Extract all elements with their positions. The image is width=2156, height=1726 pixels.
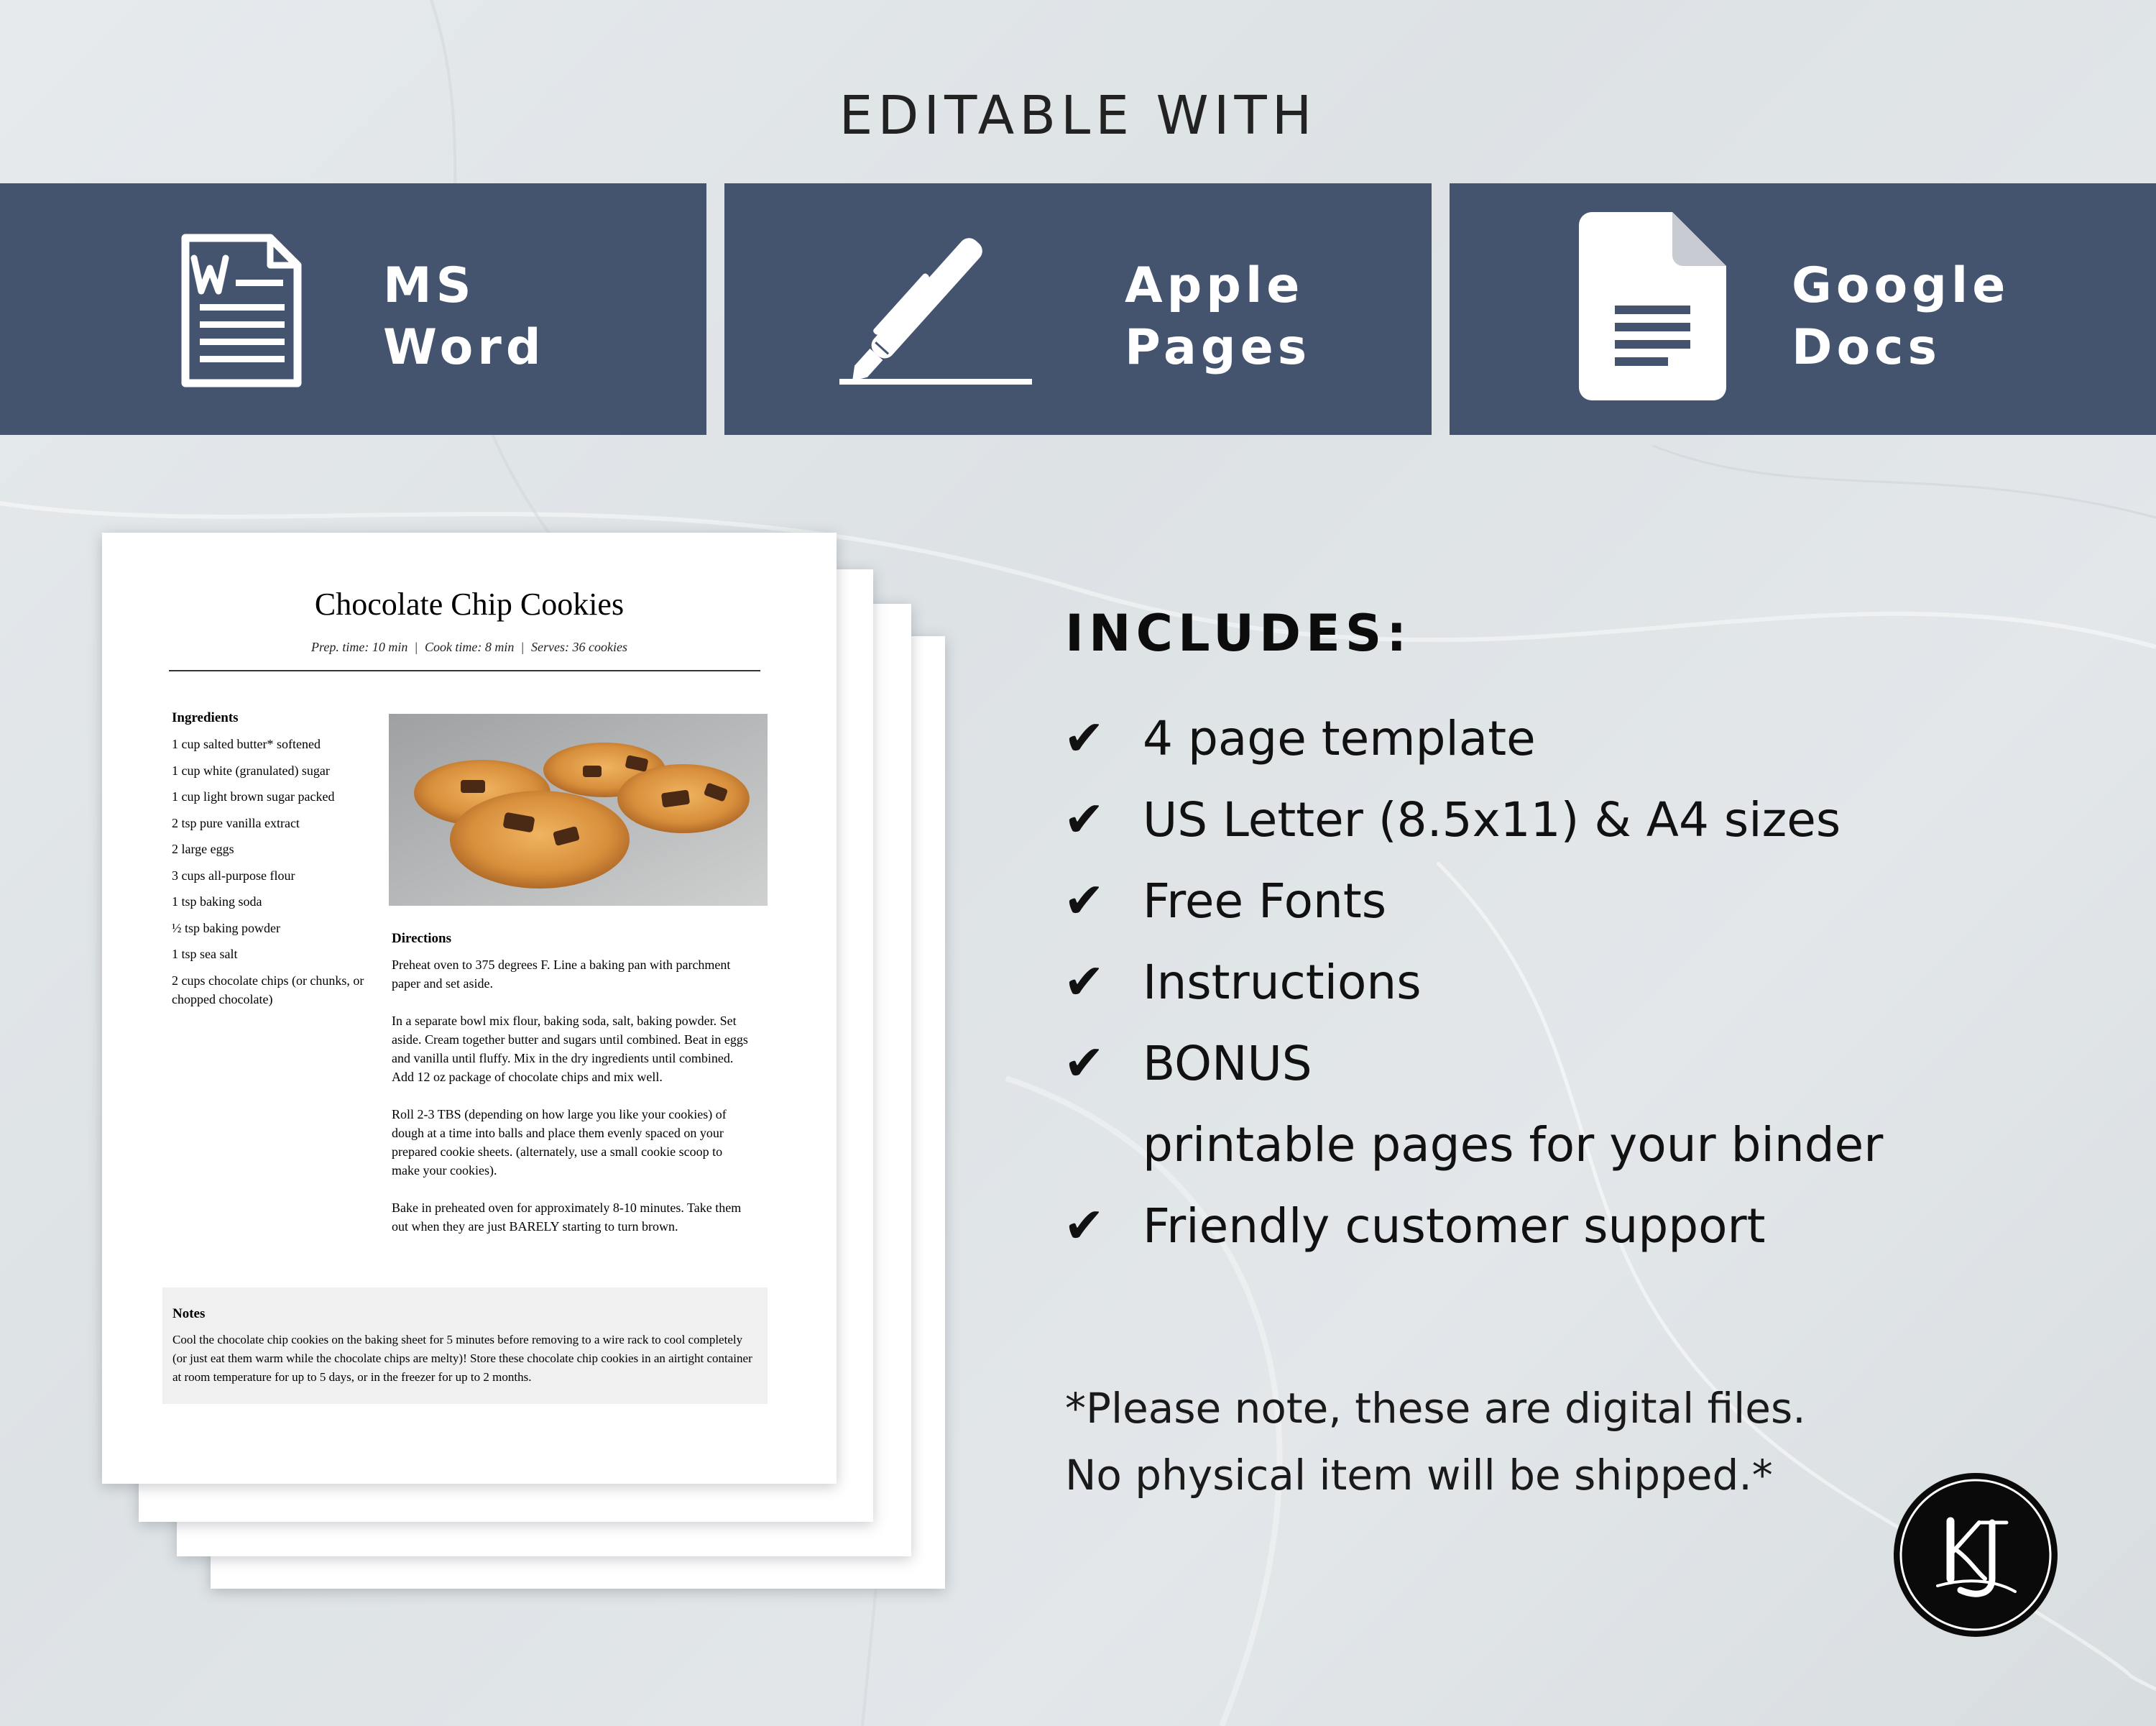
- digital-files-note: *Please note, these are digital files.: [1065, 1384, 1806, 1433]
- title-divider: [169, 670, 760, 671]
- notes-heading: Notes: [172, 1306, 206, 1321]
- directions-text: [392, 955, 751, 1254]
- list-item: 2 large eggs: [172, 842, 234, 856]
- list-item: 1 tsp baking soda: [172, 894, 262, 909]
- ingredients-list: [172, 735, 373, 1016]
- pen-icon: [838, 230, 1039, 395]
- prep-time: Prep. time: 10 min: [311, 640, 408, 654]
- serves: Serves: 36 cookies: [531, 640, 627, 654]
- check-icon: ✔: [1064, 791, 1105, 848]
- word-document-icon: [178, 232, 304, 390]
- include-item-label: Friendly customer support: [1143, 1198, 1766, 1254]
- directions-heading: Directions: [392, 931, 452, 946]
- check-icon: ✔: [1064, 710, 1105, 767]
- app-band-google-docs: [1450, 183, 2156, 435]
- recipe-meta: [102, 640, 837, 655]
- ingredients-heading: Ingredients: [172, 710, 239, 725]
- direction-step: In a separate bowl mix flour, baking soda, salt, baking powder. Set aside. Cream together butter and sugars until combined. Beat in eggs and vanilla until fluffy. Mix in the dry ingredients until combined. Add 12 oz package of chocolate chips and mix well.: [392, 1014, 748, 1084]
- include-item-label: 4 page template: [1143, 711, 1536, 766]
- cook-time: Cook time: 8 min: [424, 640, 515, 654]
- app-band-apple-pages: [724, 183, 1432, 435]
- direction-step: Preheat oven to 375 degrees F. Line a baking pan with parchment paper and set aside.: [392, 958, 731, 991]
- check-icon: ✔: [1064, 1035, 1105, 1092]
- google-docs-icon: [1579, 212, 1726, 400]
- list-item: 2 tsp pure vanilla extract: [172, 815, 300, 830]
- direction-step: Bake in preheated oven for approximately 8-10 minutes. Take them out when they are just BARELY starting to turn brown.: [392, 1201, 742, 1234]
- includes-heading: INCLUDES:: [1065, 604, 1412, 663]
- app-label-google-docs: Google Docs: [1792, 257, 2010, 376]
- list-item: 1 tsp sea salt: [172, 947, 238, 961]
- list-item: 1 cup white (granulated) sugar: [172, 763, 330, 778]
- list-item: 3 cups all-purpose flour: [172, 868, 295, 883]
- include-item-label: printable pages for your binder: [1143, 1117, 1884, 1172]
- include-item-label: US Letter (8.5x11) & A4 sizes: [1143, 792, 1841, 848]
- editable-with-heading: EDITABLE WITH: [839, 85, 1317, 147]
- notes-box: [162, 1287, 768, 1404]
- include-item-label: Instructions: [1143, 955, 1422, 1010]
- check-icon: ✔: [1064, 873, 1105, 929]
- app-label-ms-word: MS Word: [383, 257, 545, 376]
- app-label-apple-pages: Apple Pages: [1125, 257, 1312, 376]
- kj-monogram-logo: [1892, 1471, 2060, 1639]
- include-item-label: Free Fonts: [1143, 873, 1387, 929]
- recipe-title: Chocolate Chip Cookies: [314, 587, 625, 622]
- check-icon: ✔: [1064, 954, 1105, 1011]
- list-item: ½ tsp baking powder: [172, 920, 280, 935]
- check-icon: ✔: [1064, 1198, 1105, 1254]
- list-item: 1 cup light brown sugar packed: [172, 789, 335, 804]
- app-band-ms-word: [0, 183, 706, 435]
- list-item: 2 cups chocolate chips (or chunks, or chopped chocolate): [172, 973, 364, 1006]
- cookie-photo: [389, 714, 768, 906]
- meta-separator: |: [415, 640, 418, 654]
- list-item: 1 cup salted butter* softened: [172, 737, 321, 751]
- notes-text: Cool the chocolate chip cookies on the baking sheet for 5 minutes before removing to a wire rack to cool completely (or just eat them warm while the chocolate chips are melty)! Store these chocolate chip cookies in an airtight container at room temperature for up to 5 days, or in the freezer for up to 2 months.: [172, 1333, 752, 1384]
- no-shipping-note: No physical item will be shipped.*: [1065, 1451, 1773, 1500]
- meta-separator: |: [521, 640, 525, 654]
- direction-step: Roll 2-3 TBS (depending on how large you like your cookies) of dough at a time into balls and place them evenly spaced on your prepared cookie sheets. (alternately, use a small cookie scoop to make your cookies).: [392, 1107, 727, 1178]
- include-item-label: BONUS: [1143, 1036, 1312, 1091]
